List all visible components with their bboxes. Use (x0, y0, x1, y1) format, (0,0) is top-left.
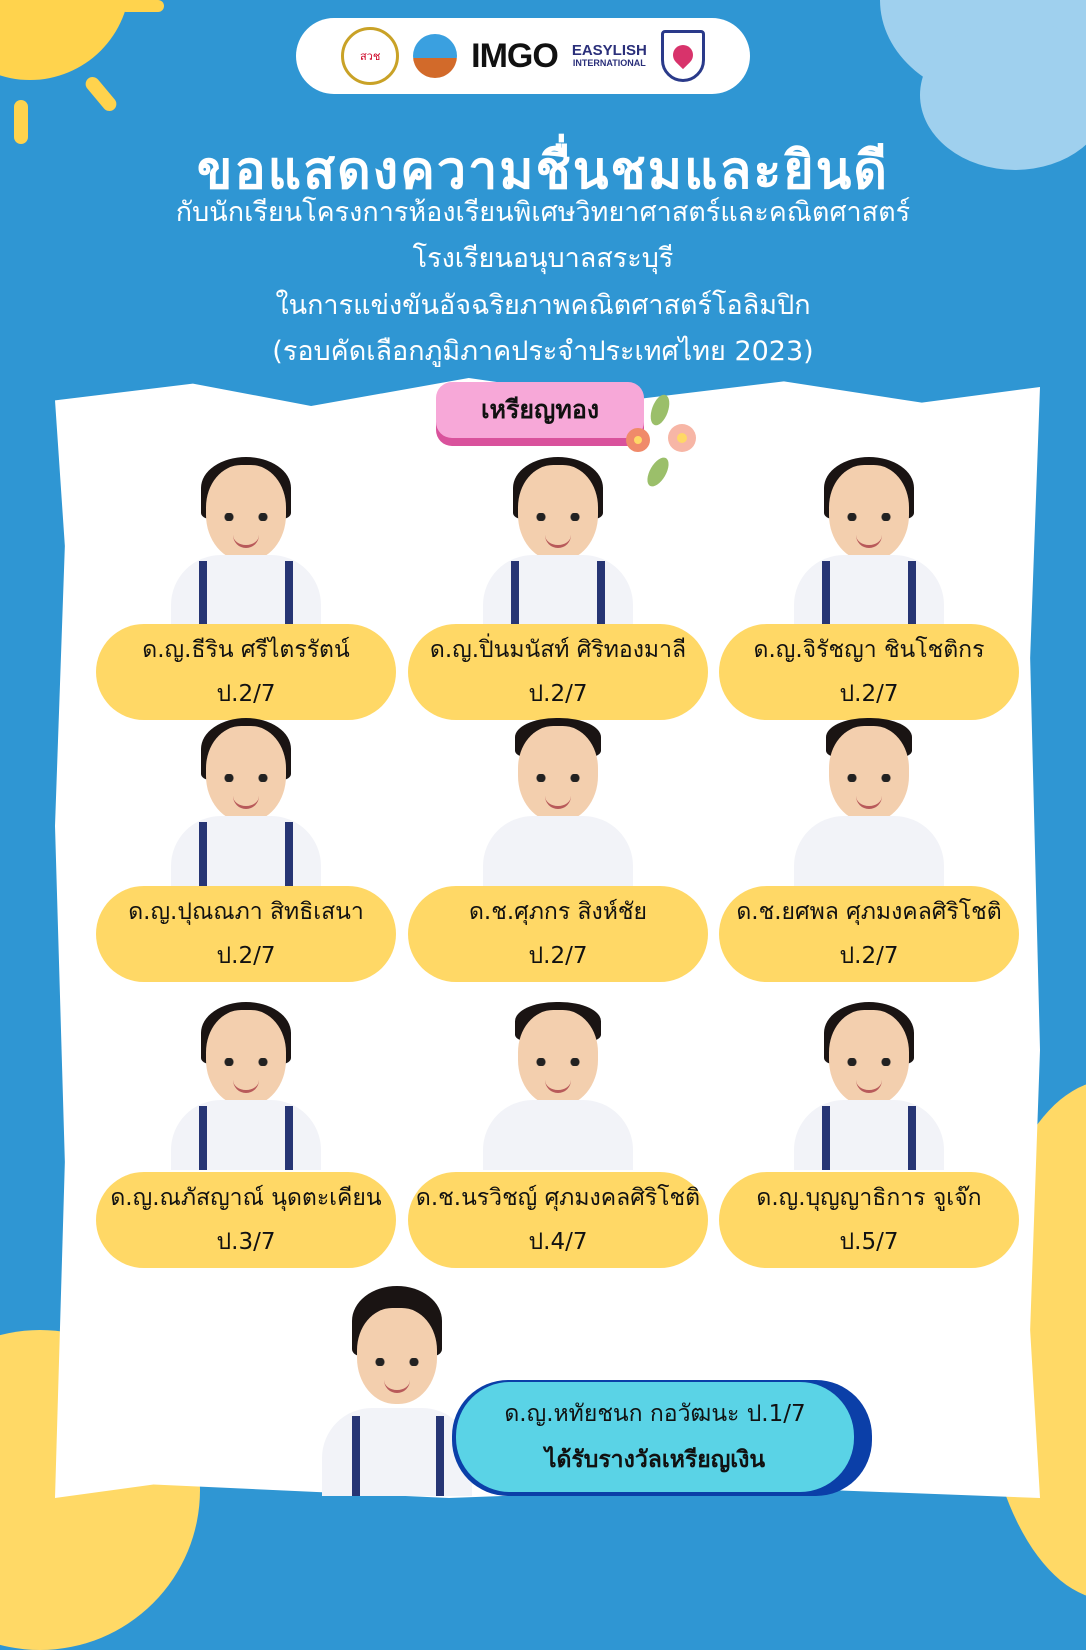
student-class: ป.2/7 (216, 681, 276, 707)
easylish-text: EASYLISH (571, 42, 647, 60)
easylish-subtext: INTERNATIONAL (572, 58, 646, 69)
gold-medal-tag: เหรียญทอง (436, 382, 644, 438)
student-photo (473, 455, 643, 625)
student-photo (784, 455, 954, 625)
student-name: ด.ญ.จิรัชญา ชินโชติกร (753, 637, 985, 663)
student-photo (161, 1000, 331, 1170)
student-name-card (719, 624, 1019, 720)
globe-logo (413, 34, 457, 78)
student-photo (473, 716, 643, 886)
subtitle-line-1: กับนักเรียนโครงการห้องเรียนพิเศษวิทยาศาสตร์และคณิตศาสตร์ (175, 197, 911, 228)
subtitle-line-4: (รอบคัดเลือกภูมิภาคประจำประเทศไทย 2023) (272, 336, 814, 367)
school-shield-logo (661, 30, 705, 82)
student-name-card (408, 624, 708, 720)
student-photo (161, 716, 331, 886)
student-name-card (408, 886, 708, 982)
student-class: ป.2/7 (839, 943, 899, 969)
student-class: ป.5/7 (839, 1229, 899, 1255)
student-name: ด.ช.นรวิชญ์ ศุภมงคลศิริโชติ (415, 1185, 701, 1211)
sun-ray (83, 74, 119, 114)
student-class: ป.3/7 (216, 1229, 276, 1255)
sun-ray (120, 0, 164, 12)
student-name-card (719, 886, 1019, 982)
student-class: ป.2/7 (528, 943, 588, 969)
student-name-card (408, 1172, 708, 1268)
student-name: ด.ช.ศุภกร สิงห์ชัย (468, 899, 648, 925)
page-title: ขอแสดงความชื่นชมและยินดี (196, 141, 890, 201)
student-photo (784, 716, 954, 886)
silver-award-label: ได้รับรางวัลเหรียญเงิน (544, 1447, 766, 1473)
student-photo (784, 1000, 954, 1170)
easylish-logo (572, 43, 647, 68)
logo-bar (296, 18, 750, 94)
student-class: ป.2/7 (216, 943, 276, 969)
sun-decoration (0, 0, 130, 80)
school-seal-logo (341, 27, 399, 85)
silver-student-name: ด.ญ.หทัยชนก กอวัฒนะ ป.1/7 (504, 1401, 806, 1427)
subtitle-line-3: ในการแข่งขันอัจฉริยภาพคณิตศาสตร์โอลิมปิก (275, 290, 811, 321)
student-class: ป.4/7 (528, 1229, 588, 1255)
student-name-card (96, 624, 396, 720)
subtitle-line-2: โรงเรียนอนุบาลสระบุรี (412, 243, 674, 274)
student-name: ด.ญ.ณภัสญาณ์ นุดตะเคียน (110, 1185, 382, 1211)
student-name-card (96, 886, 396, 982)
imgo-logo: IMGO (471, 36, 558, 75)
student-class: ป.2/7 (839, 681, 899, 707)
student-name-card (719, 1172, 1019, 1268)
student-photo (161, 455, 331, 625)
student-name: ด.ญ.บุญญาธิการ จูเจ๊ก (756, 1185, 982, 1211)
student-name: ด.ญ.ปุณณภา สิทธิเสนา (128, 899, 364, 925)
student-name: ด.ญ.ปิ่นมนัสท์ ศิริทองมาลี (429, 637, 687, 663)
student-photo (473, 1000, 643, 1170)
student-class: ป.2/7 (528, 681, 588, 707)
student-name: ด.ญ.ธีริน ศรีไตรรัตน์ (142, 637, 350, 663)
silver-medal-card (456, 1382, 854, 1492)
school-seal-text: สวช (359, 50, 381, 63)
student-name-card (96, 1172, 396, 1268)
student-name: ด.ช.ยศพล ศุภมงคลศิริโชติ (736, 899, 1002, 925)
